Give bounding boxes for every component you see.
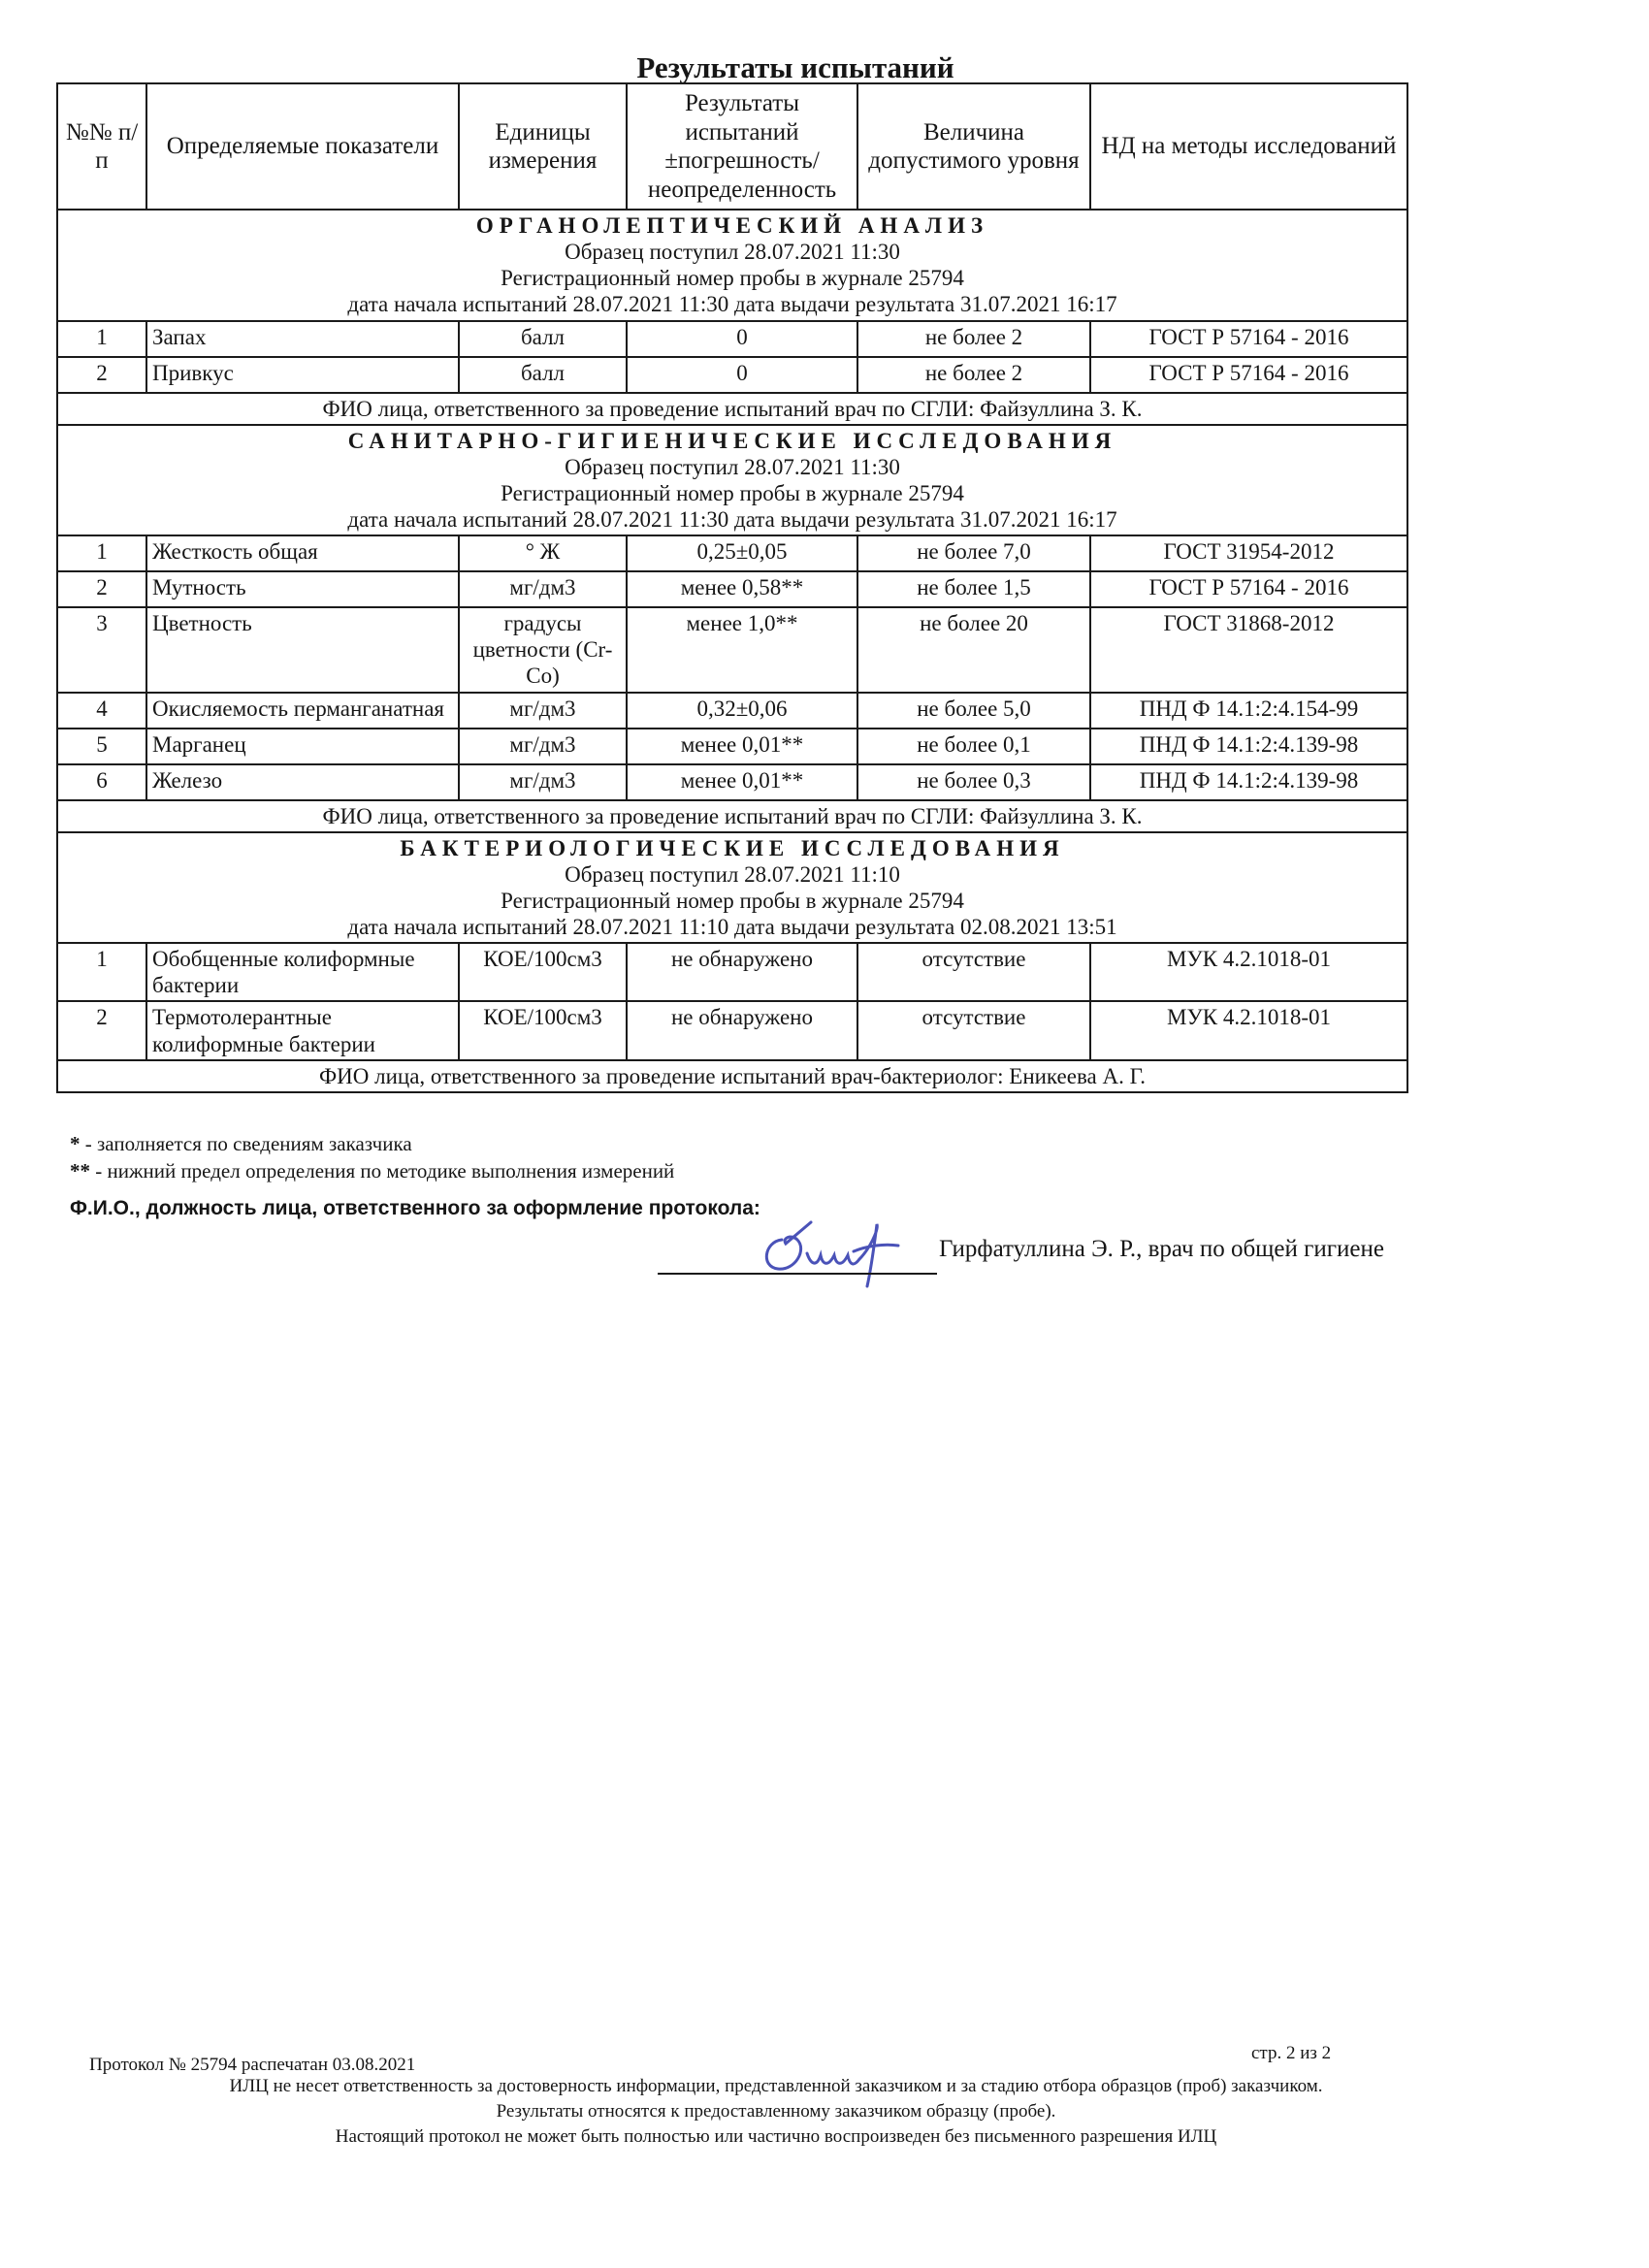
result: 0,25±0,05	[627, 535, 857, 571]
method: МУК 4.2.1018-01	[1090, 943, 1407, 1001]
section-organoleptic	[57, 210, 1407, 425]
limit: не более 0,1	[857, 729, 1090, 764]
page-number: стр. 2 из 2	[1251, 2043, 1332, 2063]
indicator-name: Марганец	[146, 729, 459, 764]
footnote-2	[70, 1157, 674, 1184]
responsible-row	[57, 393, 1407, 425]
section-title: САНИТАРНО-ГИГИЕНИЧЕСКИЕ ИССЛЕДОВАНИЯ	[347, 428, 1117, 453]
table-header-row	[57, 83, 1407, 210]
unit: мг/дм3	[459, 693, 627, 729]
table-row	[57, 764, 1407, 800]
unit: КОЕ/100см3	[459, 1001, 627, 1059]
registration-number: Регистрационный номер пробы в журнале 25794	[501, 888, 964, 913]
protocol-print-info: Протокол № 25794 распечатан 03.08.2021	[89, 2055, 416, 2075]
indicator-name: Мутность	[146, 571, 459, 607]
limit: не более 20	[857, 607, 1090, 692]
test-dates: дата начала испытаний 28.07.2021 11:30 дата выдачи результата 31.07.2021 16:17	[347, 292, 1117, 317]
section-bacteriological	[57, 832, 1407, 1092]
row-number: 2	[57, 357, 146, 393]
table-row	[57, 693, 1407, 729]
footnote-mark: *	[70, 1132, 81, 1155]
signer-name: Гирфатуллина Э. Р., врач по общей гигиене	[939, 1236, 1384, 1262]
result: менее 0,58**	[627, 571, 857, 607]
footer-disclaimer	[97, 2074, 1455, 2150]
footnote-text: - заполняется по сведениям заказчика	[80, 1132, 412, 1155]
column-header-method: НД на методы исследований	[1090, 83, 1407, 210]
method: ГОСТ 31954-2012	[1090, 535, 1407, 571]
table-row	[57, 357, 1407, 393]
result: не обнаружено	[627, 1001, 857, 1059]
indicator-name: Обобщенные колиформные бактерии	[146, 943, 459, 1001]
registration-number: Регистрационный номер пробы в журнале 25794	[501, 480, 964, 505]
indicator-name: Цветность	[146, 607, 459, 692]
unit: балл	[459, 321, 627, 357]
method: ПНД Ф 14.1:2:4.139-98	[1090, 729, 1407, 764]
limit: отсутствие	[857, 943, 1090, 1001]
unit: ° Ж	[459, 535, 627, 571]
limit: не более 2	[857, 321, 1090, 357]
result: менее 0,01**	[627, 729, 857, 764]
unit: мг/дм3	[459, 729, 627, 764]
indicator-name: Привкус	[146, 357, 459, 393]
table-row	[57, 535, 1407, 571]
column-header-indicator: Определяемые показатели	[146, 83, 459, 210]
handwritten-signature	[753, 1211, 918, 1288]
sample-received: Образец поступил 28.07.2021 11:30	[565, 454, 900, 479]
section-title: БАКТЕРИОЛОГИЧЕСКИЕ ИССЛЕДОВАНИЯ	[400, 835, 1065, 860]
limit: отсутствие	[857, 1001, 1090, 1059]
limit: не более 7,0	[857, 535, 1090, 571]
table-row	[57, 571, 1407, 607]
method: ПНД Ф 14.1:2:4.139-98	[1090, 764, 1407, 800]
section-title: ОРГАНОЛЕПТИЧЕСКИЙ АНАЛИЗ	[475, 213, 989, 238]
page-title: Результаты испытаний	[636, 50, 954, 84]
disclaimer-line: Настоящий протокол не может быть полностью или частично воспроизведен без письменного разрешения ИЛЦ	[335, 2126, 1217, 2147]
signature-line	[658, 1273, 937, 1275]
result: не обнаружено	[627, 943, 857, 1001]
method: ГОСТ Р 57164 - 2016	[1090, 571, 1407, 607]
row-number: 2	[57, 571, 146, 607]
limit: не более 5,0	[857, 693, 1090, 729]
result: менее 1,0**	[627, 607, 857, 692]
protocol-responsible-label: Ф.И.О., должность лица, ответственного за оформление протокола:	[70, 1197, 760, 1219]
table-row	[57, 729, 1407, 764]
result: 0	[627, 357, 857, 393]
indicator-name: Железо	[146, 764, 459, 800]
method: ГОСТ 31868-2012	[1090, 607, 1407, 692]
row-number: 5	[57, 729, 146, 764]
unit: градусы цветности (Cr-Co)	[459, 607, 627, 692]
test-dates: дата начала испытаний 28.07.2021 11:30 дата выдачи результата 31.07.2021 16:17	[347, 507, 1117, 532]
results-table	[56, 82, 1408, 1093]
indicator-name: Термотолерантные колиформные бактерии	[146, 1001, 459, 1059]
responsible-person: ФИО лица, ответственного за проведение испытаний врач по СГЛИ: Файзуллина З. К.	[57, 393, 1407, 425]
section-header	[57, 832, 1407, 944]
section-sanitary	[57, 425, 1407, 832]
indicator-name: Запах	[146, 321, 459, 357]
method: ПНД Ф 14.1:2:4.154-99	[1090, 693, 1407, 729]
responsible-row	[57, 1060, 1407, 1092]
method: ГОСТ Р 57164 - 2016	[1090, 357, 1407, 393]
row-number: 3	[57, 607, 146, 692]
method: ГОСТ Р 57164 - 2016	[1090, 321, 1407, 357]
limit: не более 0,3	[857, 764, 1090, 800]
row-number: 2	[57, 1001, 146, 1059]
test-dates: дата начала испытаний 28.07.2021 11:10 дата выдачи результата 02.08.2021 13:51	[347, 915, 1117, 939]
result: 0,32±0,06	[627, 693, 857, 729]
unit: мг/дм3	[459, 764, 627, 800]
column-header-number: №№ п/п	[57, 83, 146, 210]
result: 0	[627, 321, 857, 357]
disclaimer-line: Результаты относятся к предоставленному заказчиком образцу (пробе).	[496, 2101, 1056, 2122]
row-number: 6	[57, 764, 146, 800]
table-row	[57, 321, 1407, 357]
sample-received: Образец поступил 28.07.2021 11:30	[565, 240, 900, 265]
table-row	[57, 1001, 1407, 1059]
row-number: 4	[57, 693, 146, 729]
unit: КОЕ/100см3	[459, 943, 627, 1001]
indicator-name: Окисляемость перманганатная	[146, 693, 459, 729]
row-number: 1	[57, 535, 146, 571]
row-number: 1	[57, 321, 146, 357]
column-header-result: Результаты испытаний ±погрешность/ неопределенность	[627, 83, 857, 210]
responsible-person: ФИО лица, ответственного за проведение испытаний врач по СГЛИ: Файзуллина З. К.	[57, 800, 1407, 832]
registration-number: Регистрационный номер пробы в журнале 25794	[501, 266, 964, 291]
footnote-mark: **	[70, 1159, 90, 1183]
row-number: 1	[57, 943, 146, 1001]
column-header-limit: Величина допустимого уровня	[857, 83, 1090, 210]
method: МУК 4.2.1018-01	[1090, 1001, 1407, 1059]
responsible-row	[57, 800, 1407, 832]
section-header	[57, 425, 1407, 536]
table-row	[57, 943, 1407, 1001]
section-header	[57, 210, 1407, 321]
unit: мг/дм3	[459, 571, 627, 607]
column-header-unit: Единицы измерения	[459, 83, 627, 210]
disclaimer-line: ИЛЦ не несет ответственность за достоверность информации, представленной заказчиком и за стадию отбора образцов (проб) заказчиком.	[229, 2076, 1323, 2096]
limit: не более 2	[857, 357, 1090, 393]
indicator-name: Жесткость общая	[146, 535, 459, 571]
responsible-person: ФИО лица, ответственного за проведение испытаний врач-бактериолог: Еникеева А. Г.	[57, 1060, 1407, 1092]
unit: балл	[459, 357, 627, 393]
table-row	[57, 607, 1407, 692]
limit: не более 1,5	[857, 571, 1090, 607]
footnote-text: - нижний предел определения по методике выполнения измерений	[90, 1159, 675, 1183]
sample-received: Образец поступил 28.07.2021 11:10	[565, 861, 900, 887]
footnotes	[70, 1130, 674, 1184]
result: менее 0,01**	[627, 764, 857, 800]
footnote-1	[70, 1130, 674, 1157]
